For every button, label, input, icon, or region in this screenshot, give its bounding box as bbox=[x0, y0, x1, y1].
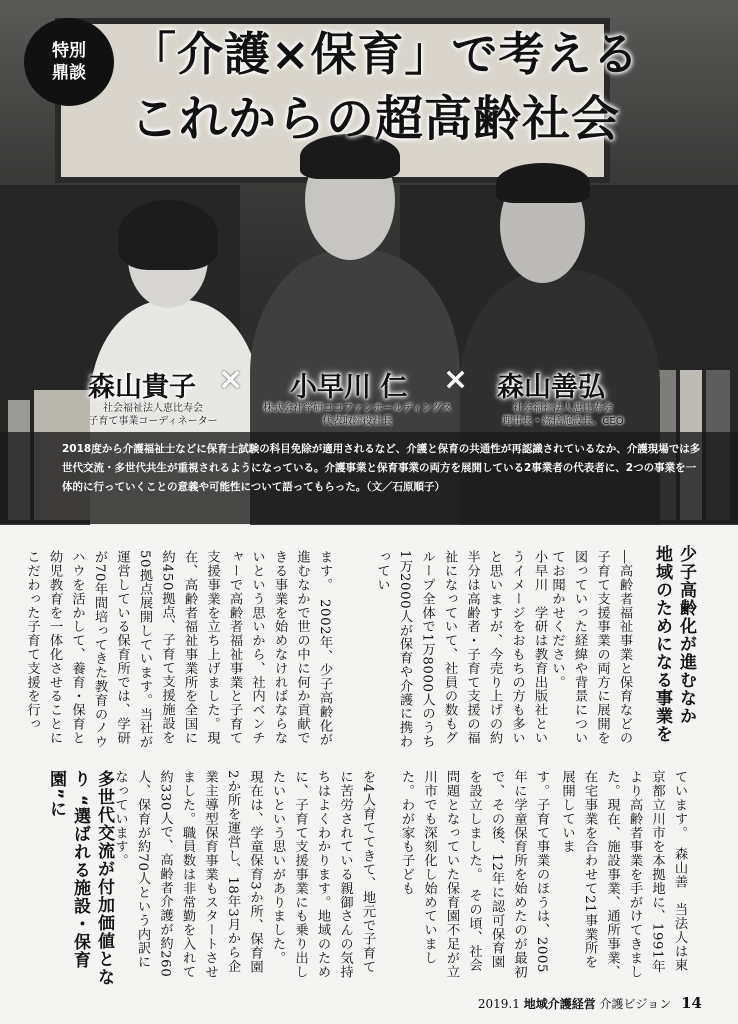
speaker-role-1-line2: 子育て事業コーディネーター bbox=[88, 416, 218, 427]
speaker-role-3-line2: 理事長・統括施設長、CEO bbox=[502, 416, 624, 427]
speaker-role-2-line1: 株式会社学研ココファンホールディングス bbox=[263, 403, 452, 414]
speaker-role-2-line2: 代表取締役社長 bbox=[322, 416, 393, 427]
body-column-4: ています。 森山善 当法人は東京都立川市を本拠地に、1991年より高齢者事業を手がけてきました。現在、施設事業、通所事業、在宅事業を合わせて21事業所を展開していま bbox=[559, 770, 687, 979]
speaker-role-2 bbox=[250, 402, 465, 428]
cross-symbol-2: × bbox=[443, 362, 469, 397]
body-column-2: 小早川 学研は教育出版社というイメージをおもちの方も多いと思いますが、今売り上げの約半分は高齢者・子育て支援の福祉になっていて、社員の数もグループ全体で1万8000人のうち1万2000人が保育や介護に携わってい bbox=[374, 550, 547, 749]
speaker-role-3 bbox=[478, 402, 648, 428]
speaker-role-3-line1: 社会福祉法人恵比寿会 bbox=[513, 403, 613, 414]
badge-line2: 鼎談 bbox=[52, 63, 86, 83]
lead-box bbox=[0, 432, 738, 524]
speaker-name-1: 森山貴子 bbox=[88, 372, 196, 403]
badge-line1: 特別 bbox=[52, 41, 86, 61]
page-number: 14 bbox=[681, 994, 702, 1012]
body-column-5: す。子育て事業のほうは、2005年に学童保育所を始めたのが最初で、その後、12年に認可保育園を設立しました。 その頃、社会問題となっていた保育園不足が立川市でも深刻化し始めていました。わが家も子ども bbox=[399, 770, 549, 979]
article-title-line1: 「介護×保育」で考える bbox=[130, 27, 640, 81]
footer-magazine: 地域介護経営 bbox=[523, 997, 596, 1011]
section-heading-2: 多世代交流が付加価値となり “選ばれる施設・保育園”に bbox=[46, 770, 114, 986]
body-column-1: ―高齢者福祉事業と保育などの子育て支援事業の両方に展開を図っていった経緯や背景についてお聞かせください。 bbox=[549, 550, 632, 745]
body-column-3: ます。 2002年、少子高齢化が進むなかで世の中に何か貢献できる事業を始めなければならないという思いから、社内ベンチャーで高齢者福祉事業と子育て支援事業を立ち上げました。現在、高齢者福祉事業所を全国に約450拠点、子育て支援施設を50拠点展開しています。当社が運営している保育所では、学研が70年間培ってきた教育のノウハウを活かして、養育・保育と幼児教育を一体化させることにこだわった子育て支援を行っ bbox=[24, 550, 332, 749]
page-footer bbox=[478, 994, 702, 1012]
cross-symbol-1: × bbox=[218, 362, 244, 397]
section-heading-1: 少子高齢化が進むなか 地域のためになる事業を bbox=[652, 545, 696, 743]
body-column-6: を4人育ててきて、地元で子育てに苦労されている親御さんの気持ちはよくわかります。地域のために、子育て支援事業にも乗り出したいという思いがありました。 現在は、学童保育3か所、保育園2か所を運営し、18年3月から企業主導型保育事業もスタートさせました。職員数は非常勤を入れて約330人で、高齢者介護が約260人、保育が約70人という内訳になっています。 bbox=[112, 770, 375, 979]
speaker-role-1 bbox=[78, 402, 228, 428]
speaker-name-3: 森山善弘 bbox=[497, 372, 605, 403]
lead-text: 2018度から介護福祉士などに保育士試験の科目免除が適用されるなど、介護と保育の共通性が再認識されているなか、介護現場では多世代交流・多世代共生が重視されるようになっている。介護事業と保育事業の両方を展開している2事業者の代表者に、2つの事業を一体的に行っていくことの意義や可能性について語ってもらった。（文／石原順子） bbox=[62, 443, 701, 493]
speaker-role-1-line1: 社会福祉法人恵比寿会 bbox=[103, 403, 203, 414]
article-title-line2: これからの超高齢社会 bbox=[130, 91, 621, 147]
footer-issue: 2019.1 bbox=[477, 997, 520, 1011]
special-talk-badge bbox=[24, 18, 114, 106]
footer-sub: 介護ビジョン bbox=[599, 997, 672, 1011]
speaker-name-2: 小早川 仁 bbox=[290, 372, 408, 403]
